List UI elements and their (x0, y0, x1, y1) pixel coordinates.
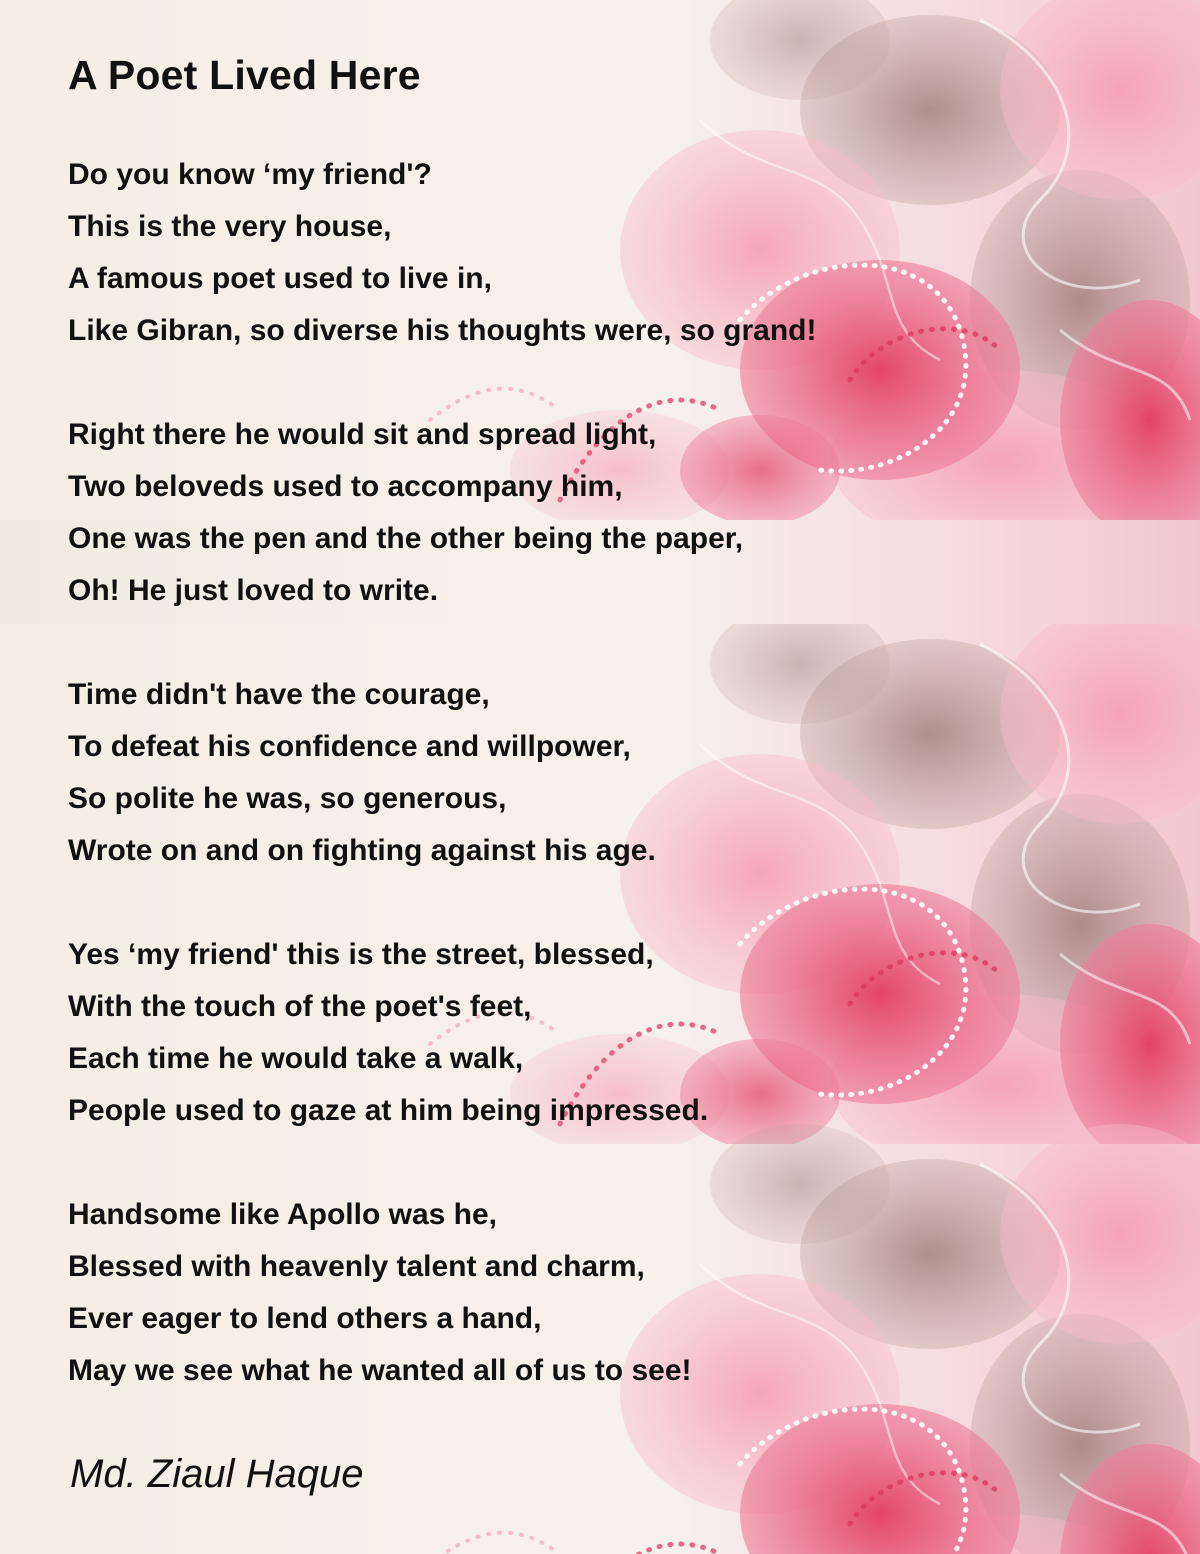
poem-line: Blessed with heavenly talent and charm, (68, 1250, 645, 1283)
poem-line: May we see what he wanted all of us to see! (68, 1354, 692, 1387)
poem-line: To defeat his confidence and willpower, (68, 730, 631, 763)
poem-author: Md. Ziaul Haque (70, 1452, 364, 1496)
poem-line: Handsome like Apollo was he, (68, 1198, 497, 1231)
poem-line: Each time he would take a walk, (68, 1042, 524, 1075)
stanza-4 (68, 929, 708, 1137)
poem-line: So polite he was, so generous, (68, 782, 507, 815)
poem-line: People used to gaze at him being impressed. (68, 1094, 709, 1127)
poem-line: Do you know ‘my friend'? (68, 158, 432, 191)
poem-line: Time didn't have the courage, (68, 678, 490, 711)
poem-line: Like Gibran, so diverse his thoughts were, so grand! (68, 314, 817, 347)
stanza-1 (68, 149, 817, 357)
poem-line: A famous poet used to live in, (68, 262, 492, 295)
poem-line: Wrote on and on fighting against his age. (68, 834, 656, 867)
stanza-3 (68, 669, 656, 877)
poem-line: Ever eager to lend others a hand, (68, 1302, 542, 1335)
poem-line: Oh! He just loved to write. (68, 574, 439, 607)
stanza-2 (68, 409, 743, 617)
poem-line: With the touch of the poet's feet, (68, 990, 532, 1023)
poem-title: A Poet Lived Here (68, 52, 421, 98)
poem-line: Right there he would sit and spread light, (68, 418, 657, 451)
poem-line: Two beloveds used to accompany him, (68, 470, 623, 503)
poem-line: One was the pen and the other being the paper, (68, 522, 744, 555)
stanza-5 (68, 1189, 692, 1397)
poem-line: This is the very house, (68, 210, 392, 243)
poem-line: Yes ‘my friend' this is the street, blessed, (68, 938, 654, 971)
